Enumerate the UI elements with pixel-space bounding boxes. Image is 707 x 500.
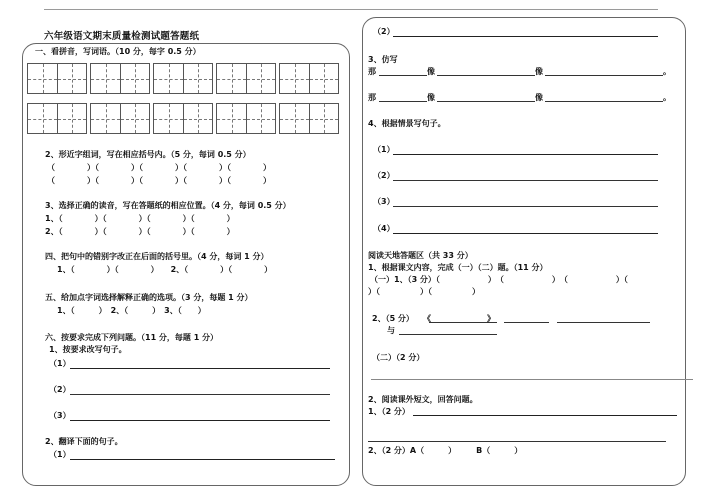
q4-answer-line-1[interactable] <box>393 154 658 155</box>
imitate-blank[interactable] <box>545 75 663 76</box>
reading-sub2-answer-line-2[interactable] <box>368 441 666 442</box>
reading-blank[interactable] <box>557 322 650 323</box>
q6-answer-line-2[interactable] <box>70 394 330 395</box>
q2-answer-row-1[interactable]: （ ）（ ）（ ）（ ）（ ） <box>47 163 271 172</box>
q2-heading: 2、形近字组词，写在相应括号内。（5 分，每词 0.5 分） <box>45 150 251 159</box>
imitate-blank[interactable] <box>379 101 427 102</box>
reading-sub2-q2[interactable]: 2、（2 分）A（ ） B（ ） <box>368 446 523 455</box>
reading-part1-row2[interactable]: ）（ ）（ ） <box>368 287 480 296</box>
reading-sub2: 2、阅读课外短文，回答问题。 <box>368 395 478 404</box>
q6-answer-line-3[interactable] <box>70 420 330 421</box>
char-box-pair[interactable] <box>27 63 87 94</box>
imitate-blank[interactable] <box>437 75 535 76</box>
imitate-period: 。 <box>663 93 671 102</box>
answer-panel-left <box>22 43 350 486</box>
reading-blank[interactable] <box>504 322 549 323</box>
char-box-pair[interactable] <box>279 63 339 94</box>
q3-heading: 3、仿写 <box>368 55 398 64</box>
reading-blank[interactable] <box>399 334 497 335</box>
q6-translate-line-1[interactable] <box>70 459 335 460</box>
q4-item-label: （4） <box>373 224 395 233</box>
answer-panel-right <box>362 17 686 486</box>
q3-answer-row-2[interactable]: 2、（ ）（ ）（ ）（ ） <box>45 227 235 236</box>
q3-answer-row-1[interactable]: 1、（ ）（ ）（ ）（ ） <box>45 214 235 223</box>
q6-sub2: 2、翻译下面的句子。 <box>45 437 123 446</box>
q4-answer-line-4[interactable] <box>393 233 658 234</box>
imitate-word-na: 那 <box>368 93 376 102</box>
book-bracket-left: 《 <box>423 314 431 323</box>
q4-heading: 4、根据情景写句子。 <box>368 119 446 128</box>
q4-heading: 四、把句中的错别字改正在后面的括号里。（4 分，每词 1 分） <box>45 252 269 261</box>
imitate-word-xiang: 像 <box>535 67 543 76</box>
imitate-period: 。 <box>663 67 671 76</box>
imitate-word-na: 那 <box>368 67 376 76</box>
q2-answer-row-2[interactable]: （ ）（ ）（ ）（ ）（ ） <box>47 176 271 185</box>
q4-item-label: （1） <box>373 145 395 154</box>
q6-heading: 六、按要求完成下列问题。（11 分，每题 1 分） <box>45 333 219 342</box>
char-box-pair[interactable] <box>216 63 276 94</box>
q4-answer-line-2[interactable] <box>393 180 658 181</box>
char-box-pair[interactable] <box>27 103 87 134</box>
q4-item-label: （2） <box>373 171 395 180</box>
q1-heading: 一、看拼音，写词语。（10 分，每字 0.5 分） <box>35 47 201 56</box>
char-box-pair[interactable] <box>153 63 213 94</box>
char-box-pair[interactable] <box>90 63 150 94</box>
pinyin-grid-row-2 <box>27 103 339 134</box>
q6-sub2-item-label: （1） <box>49 450 71 459</box>
q6-sub1: 1、按要求改写句子。 <box>49 345 127 354</box>
imitate-blank[interactable] <box>379 75 427 76</box>
reading-with-label: 与 <box>387 326 395 335</box>
reading-sub2-answer-line-1[interactable] <box>413 415 677 416</box>
char-box-pair[interactable] <box>153 103 213 134</box>
q4-answer-line-3[interactable] <box>393 206 658 207</box>
imitate-blank[interactable] <box>545 101 663 102</box>
reading-part1-row1[interactable]: （一）1、（3 分）（ ） （ ） （ ）（ <box>370 275 628 284</box>
page-title: 六年级语文期末质量检测试题答题纸 <box>44 31 200 42</box>
cont-item-label: （2） <box>373 27 395 36</box>
char-box-pair[interactable] <box>90 103 150 134</box>
section-divider <box>371 379 693 380</box>
q6-answer-line-1[interactable] <box>70 368 330 369</box>
q3-heading: 3、选择正确的读音，写在答题纸的相应位置。（4 分，每词 0.5 分） <box>45 201 291 210</box>
q5-heading: 五、给加点字词选择解释正确的选项。（3 分，每题 1 分） <box>45 293 253 302</box>
reading-part2: （二）（2 分） <box>372 353 425 362</box>
reading-heading: 阅读天地答题区（共 33 分） <box>368 251 473 260</box>
top-rule <box>44 9 658 10</box>
book-bracket-right: 》 <box>487 314 495 323</box>
q4-answer-row[interactable]: 1、（ ）（ ） 2、（ ）（ ） <box>57 265 273 274</box>
imitate-word-xiang: 像 <box>427 93 435 102</box>
reading-part1-q2-label: 2、（5 分） <box>372 314 414 323</box>
q6-item-label: （1） <box>49 359 71 368</box>
q4-item-label: （3） <box>373 197 395 206</box>
reading-sub2-q1-label: 1、（2 分） <box>368 407 410 416</box>
pinyin-grid-row-1 <box>27 63 339 94</box>
char-box-pair[interactable] <box>279 103 339 134</box>
imitate-blank[interactable] <box>437 101 535 102</box>
q5-answer-row[interactable]: 1、（ ） 2、（ ） 3、（ ） <box>57 306 206 315</box>
q6-item-label: （2） <box>49 385 71 394</box>
cont-answer-line[interactable] <box>393 36 658 37</box>
reading-sub1: 1、根据课文内容，完成（一）（二）题。（11 分） <box>368 263 548 272</box>
q6-item-label: （3） <box>49 411 71 420</box>
char-box-pair[interactable] <box>216 103 276 134</box>
imitate-word-xiang: 像 <box>427 67 435 76</box>
imitate-word-xiang: 像 <box>535 93 543 102</box>
